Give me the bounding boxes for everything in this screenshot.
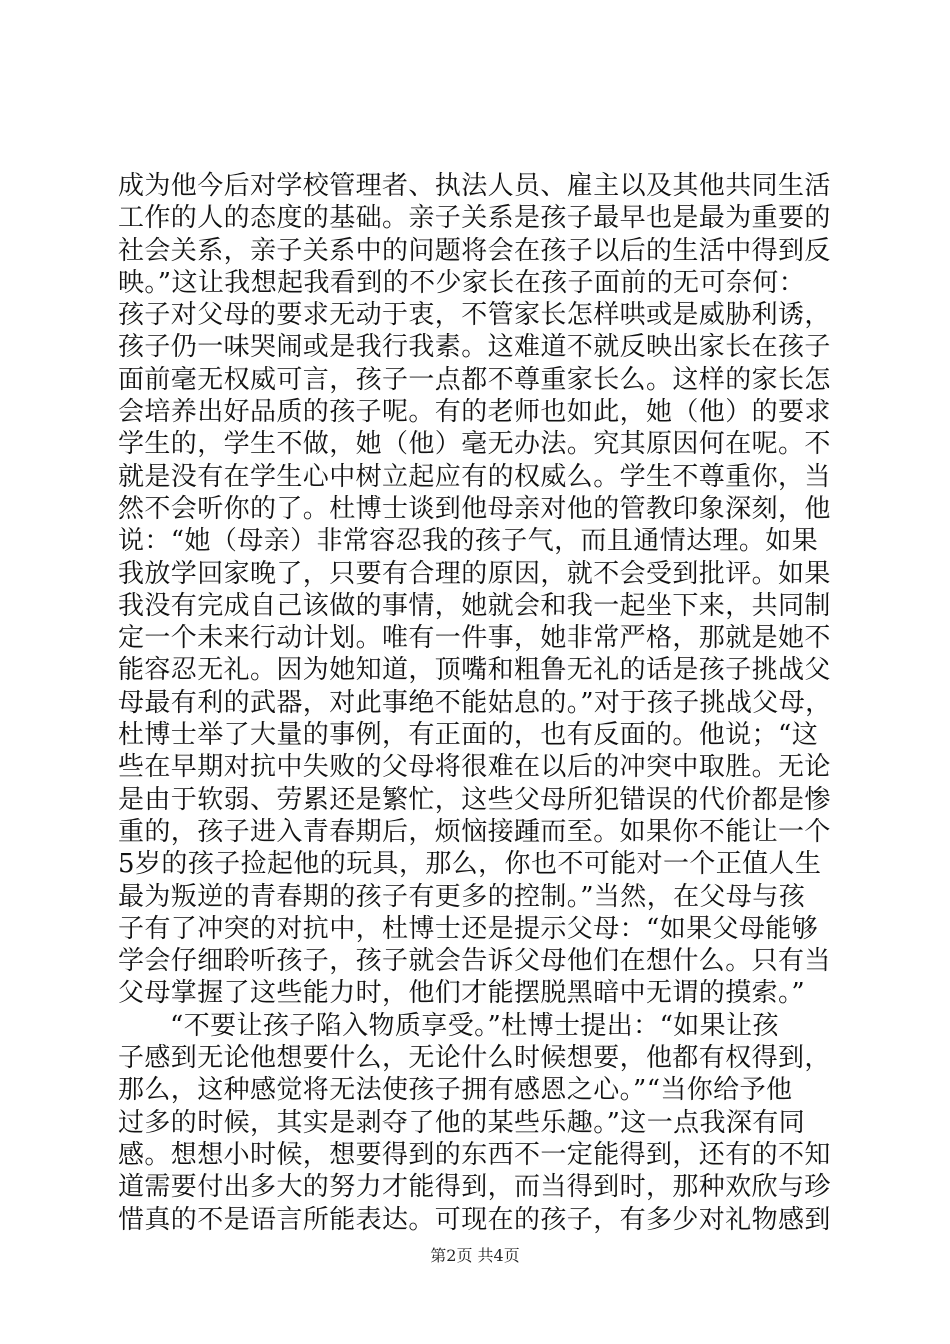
text-line: 感。想想小时候，想要得到的东西不一定能得到，还有的不知 [118, 1139, 831, 1170]
text-line: 子有了冲突的对抗中，杜博士还是提示父母：“如果父母能够 [118, 913, 819, 944]
text-line: 孩子对父母的要求无动于衷，不管家长怎样哄或是威胁利诱， [118, 300, 831, 331]
text-line: 映。”这让我想起我看到的不少家长在孩子面前的无可奈何： [118, 267, 806, 298]
text-line: “不要让孩子陷入物质享受。”杜博士提出：“如果让孩 [170, 1010, 779, 1041]
text-line: 面前毫无权威可言，孩子一点都不尊重家长么。这样的家长怎 [118, 364, 831, 395]
text-line: 我放学回家晚了，只要有合理的原因，就不会受到批评。如果 [118, 558, 831, 589]
text-line: 杜博士举了大量的事例，有正面的，也有反面的。他说；“这 [118, 720, 819, 751]
text-line: 那么，这种感觉将无法使孩子拥有感恩之心。”“当你给予他 [118, 1075, 793, 1106]
text-line: 学会仔细聆听孩子，孩子就会告诉父母他们在想什么。只有当 [118, 946, 831, 977]
text-line: 重的，孩子进入青春期后，烦恼接踵而至。如果你不能让一个 [118, 816, 831, 847]
text-line: 子感到无论他想要什么，无论什么时候想要，他都有权得到， [118, 1043, 831, 1074]
text-line: 道需要付出多大的努力才能得到，而当得到时，那种欢欣与珍 [118, 1172, 831, 1203]
text-line: 定一个未来行动计划。唯有一件事，她非常严格，那就是她不 [118, 623, 831, 654]
text-line: 说：“她（母亲）非常容忍我的孩子气，而且通情达理。如果 [118, 526, 819, 557]
page-footer: 第2页 共4页 [430, 1246, 520, 1265]
text-line: 会培养出好品质的孩子呢。有的老师也如此，她（他）的要求 [118, 397, 831, 428]
text-line: 然不会听你的了。杜博士谈到他母亲对他的管教印象深刻，他 [118, 493, 831, 524]
text-line: 孩子仍一味哭闹或是我行我素。这难道不就反映出家长在孩子 [118, 332, 831, 363]
text-line: 成为他今后对学校管理者、执法人员、雇主以及其他共同生活 [118, 171, 831, 201]
text-line: 5岁的孩子捡起他的玩具，那么，你也不可能对一个正值人生 [118, 849, 822, 880]
text-line: 些在早期对抗中失败的父母将很难在以后的冲突中取胜。无论 [118, 752, 831, 783]
text-line: 惜真的不是语言所能表达。可现在的孩子，有多少对礼物感到 [118, 1204, 831, 1235]
text-line: 是由于软弱、劳累还是繁忙，这些父母所犯错误的代价都是惨 [118, 784, 831, 815]
text-line: 社会关系，亲子关系中的问题将会在孩子以后的生活中得到反 [118, 235, 831, 266]
text-line: 过多的时候，其实是剥夺了他的某些乐趣。”这一点我深有同 [118, 1107, 806, 1138]
text-line: 能容忍无礼。因为她知道，顶嘴和粗鲁无礼的话是孩子挑战父 [118, 655, 831, 686]
text-line: 工作的人的态度的基础。亲子关系是孩子最早也是最为重要的 [118, 203, 831, 234]
text-line: 学生的，学生不做，她（他）毫无办法。究其原因何在呢。不 [118, 429, 831, 460]
text-line: 我没有完成自己该做的事情，她就会和我一起坐下来，共同制 [118, 590, 831, 621]
body-text [118, 170, 840, 1236]
text-line: 最为叛逆的青春期的孩子有更多的控制。”当然，在父母与孩 [118, 881, 806, 912]
text-line: 父母掌握了这些能力时，他们才能摆脱黑暗中无谓的摸索。” [118, 978, 806, 1009]
text-line: 母最有利的武器，对此事绝不能姑息的。”对于孩子挑战父母， [118, 687, 832, 718]
text-line: 就是没有在学生心中树立起应有的权威么。学生不尊重你，当 [118, 461, 831, 492]
